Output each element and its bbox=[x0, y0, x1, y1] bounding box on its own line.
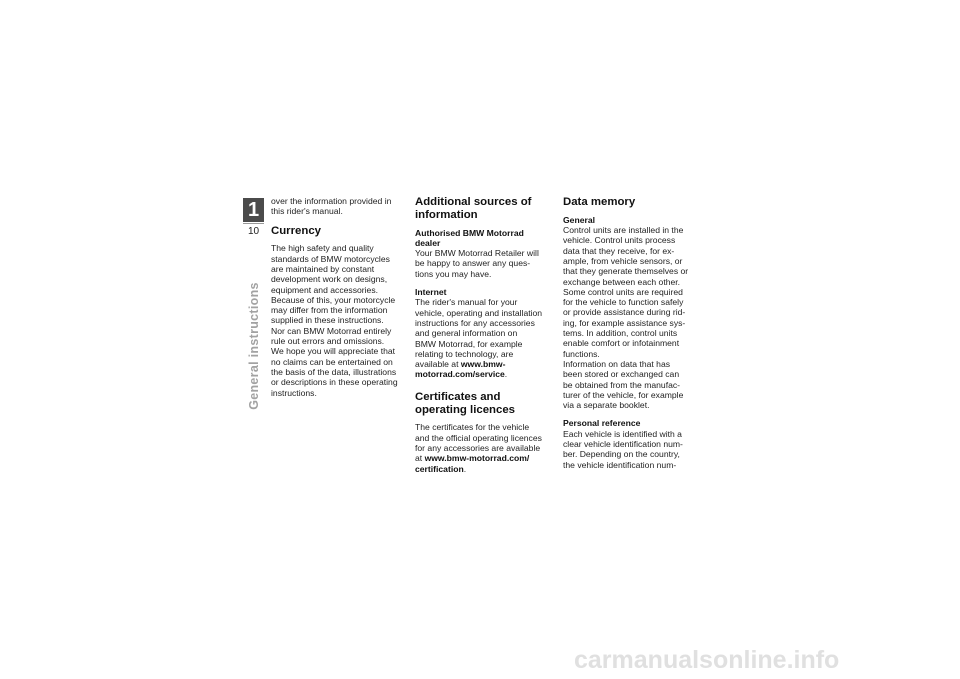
text-line: We hope you will appreciate that bbox=[271, 346, 396, 357]
certificates-text bbox=[415, 422, 551, 473]
text-line: supplied in these instructions. bbox=[271, 315, 384, 326]
text-line: instructions for any accessories bbox=[415, 317, 535, 328]
site-watermark: carmanualsonline.info bbox=[574, 646, 840, 674]
text-line: vehicle. Control units process bbox=[563, 235, 676, 246]
data-memory-heading: Data memory bbox=[563, 196, 636, 208]
dealer-subheading bbox=[415, 228, 551, 249]
text-line: functions. bbox=[563, 348, 600, 359]
intro-text bbox=[271, 196, 407, 217]
text-line: Your BMW Motorrad Retailer will bbox=[415, 248, 539, 259]
text-line: no claims can be entertained on bbox=[271, 356, 393, 367]
text-line: Information on data that has bbox=[563, 358, 671, 369]
personal-reference-text bbox=[563, 429, 699, 470]
general-subheading: General bbox=[563, 214, 596, 225]
text-line: this rider's manual. bbox=[271, 206, 343, 217]
internet-subheading: Internet bbox=[415, 287, 447, 298]
currency-text bbox=[271, 243, 407, 397]
text-line: tems. In addition, control units bbox=[563, 328, 678, 339]
text-line: ample, from vehicle sensors, or bbox=[563, 255, 683, 266]
text-line: been stored or exchanged can bbox=[563, 369, 680, 380]
text-line: The high safety and quality bbox=[271, 243, 374, 254]
text-line: ber. Depending on the country, bbox=[563, 449, 680, 460]
text-line: Nor can BMW Motorrad entirely bbox=[271, 325, 392, 336]
heading-line: operating licences bbox=[415, 403, 516, 416]
certification-link[interactable]: www.bmw-motorrad.com/ bbox=[424, 453, 530, 464]
text-line: rule out errors and omissions. bbox=[271, 336, 385, 347]
currency-heading: Currency bbox=[271, 224, 322, 237]
text-line: and general information on bbox=[415, 328, 518, 339]
chapter-tab bbox=[243, 198, 264, 222]
text-line: may differ from the information bbox=[271, 305, 388, 316]
column-3 bbox=[563, 196, 699, 470]
text-line: be happy to answer any ques- bbox=[415, 258, 531, 269]
text-line: instructions. bbox=[271, 387, 317, 398]
text-line: the vehicle identification num- bbox=[563, 459, 677, 470]
text-line: data that they receive, for ex- bbox=[563, 245, 675, 256]
text-line: available at bbox=[415, 359, 461, 370]
text-punctuation: . bbox=[504, 369, 508, 380]
text-line: the basis of the data, illustrations bbox=[271, 366, 397, 377]
dealer-text bbox=[415, 248, 551, 279]
text-line: development work on designs, bbox=[271, 274, 388, 285]
heading-line: Authorised BMW Motorrad bbox=[415, 227, 524, 238]
tab-divider bbox=[243, 223, 264, 224]
text-line: Each vehicle is identified with a bbox=[563, 428, 682, 439]
additional-sources-heading bbox=[415, 196, 551, 222]
internet-text bbox=[415, 297, 551, 379]
text-line: turer of the vehicle, for example bbox=[563, 389, 684, 400]
text-line: BMW Motorrad, for example bbox=[415, 338, 523, 349]
text-line: enable comfort or infotainment bbox=[563, 338, 680, 349]
text-line: are maintained by constant bbox=[271, 263, 375, 274]
text-line: The certificates for the vehicle bbox=[415, 422, 530, 433]
text-line: relating to technology, are bbox=[415, 348, 514, 359]
text-line: vehicle, operating and installation bbox=[415, 307, 543, 318]
heading-line: information bbox=[415, 208, 478, 221]
text-line: Some control units are required bbox=[563, 286, 683, 297]
text-line: for any accessories are available bbox=[415, 442, 541, 453]
general-text bbox=[563, 225, 699, 410]
chapter-number: 1 bbox=[247, 199, 260, 221]
text-line: for the vehicle to function safely bbox=[563, 297, 684, 308]
certificates-heading bbox=[415, 391, 551, 417]
text-line: or provide assistance during rid- bbox=[563, 307, 686, 318]
text-line: ing, for example assistance sys- bbox=[563, 317, 686, 328]
text-line: at bbox=[415, 453, 425, 464]
text-line: Control units are installed in the bbox=[563, 225, 684, 236]
text-line: and the official operating licences bbox=[415, 432, 542, 443]
text-line: The rider's manual for your bbox=[415, 297, 518, 308]
text-line: clear vehicle identification num- bbox=[563, 439, 683, 450]
text-line: Because of this, your motorcycle bbox=[271, 294, 396, 305]
text-line: standards of BMW motorcycles bbox=[271, 253, 390, 264]
heading-line: Additional sources of bbox=[415, 196, 532, 208]
text-line: over the information provided in bbox=[271, 196, 392, 206]
column-2 bbox=[415, 196, 551, 474]
text-line: be obtained from the manufac- bbox=[563, 379, 681, 390]
certification-link-continued[interactable]: certification bbox=[415, 463, 464, 474]
personal-reference-subheading: Personal reference bbox=[563, 418, 641, 429]
text-punctuation: . bbox=[463, 463, 467, 474]
text-line: that they generate themselves or bbox=[563, 266, 689, 277]
heading-line: dealer bbox=[415, 237, 441, 248]
service-link-continued[interactable]: motorrad.com/service bbox=[415, 369, 505, 380]
text-line: via a separate booklet. bbox=[563, 400, 650, 411]
text-line: tions you may have. bbox=[415, 268, 492, 279]
text-line: equipment and accessories. bbox=[271, 284, 379, 295]
page-number: 10 bbox=[247, 226, 260, 237]
column-1 bbox=[271, 196, 407, 398]
text-line: or descriptions in these operating bbox=[271, 377, 398, 388]
service-link[interactable]: www.bmw- bbox=[460, 359, 506, 370]
heading-line: Certificates and bbox=[415, 390, 501, 403]
text-line: exchange between each other. bbox=[563, 276, 681, 287]
chapter-title: General instructions bbox=[247, 282, 261, 410]
